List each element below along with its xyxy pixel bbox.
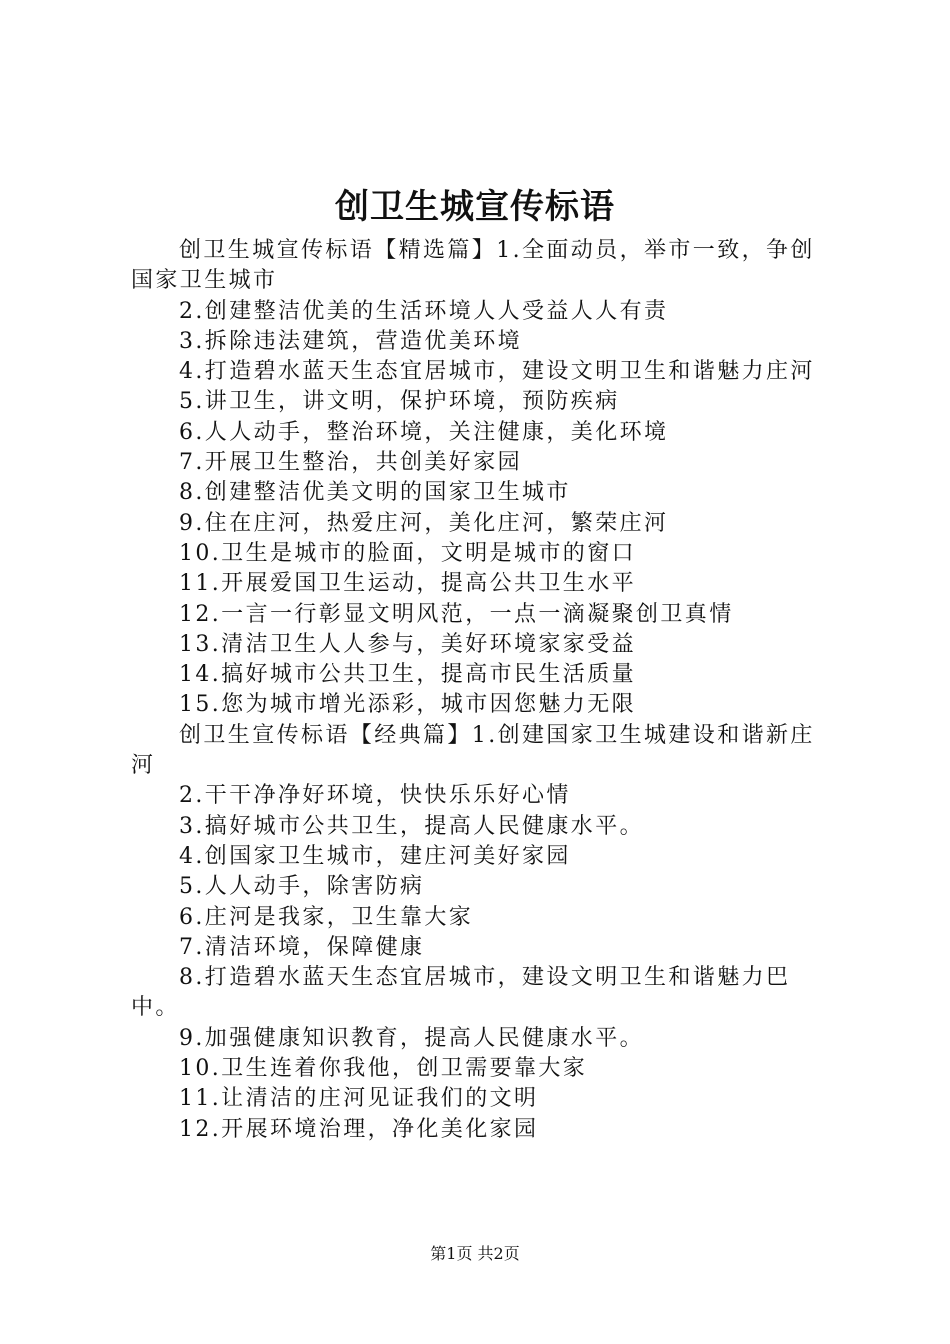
paragraph: 8.创建整洁优美文明的国家卫生城市 bbox=[179, 480, 571, 506]
paragraph: 11.让清洁的庄河见证我们的文明 bbox=[179, 1086, 539, 1112]
paragraph: 4.打造碧水蓝天生态宜居城市，建设文明卫生和谐魅力庄河 bbox=[179, 359, 815, 385]
paragraph: 9.加强健康知识教育，提高人民健康水平。 bbox=[179, 1025, 644, 1051]
paragraph: 创卫生宣传标语【经典篇】1.创建国家卫生城建设和谐新庄河 bbox=[131, 722, 815, 779]
paragraph: 9.住在庄河，热爱庄河，美化庄河，繁荣庄河 bbox=[179, 510, 669, 536]
paragraph: 10.卫生连着你我他，创卫需要靠大家 bbox=[179, 1056, 588, 1082]
paragraph: 3.拆除违法建筑，营造优美环境 bbox=[179, 328, 522, 354]
paragraph: 4.创国家卫生城市，建庄河美好家园 bbox=[179, 843, 571, 869]
paragraph: 7.开展卫生整治，共创美好家园 bbox=[179, 450, 522, 476]
paragraph: 13.清洁卫生人人参与，美好环境家家受益 bbox=[179, 631, 636, 657]
paragraph: 5.人人动手，除害防病 bbox=[179, 874, 425, 900]
paragraph: 5.讲卫生，讲文明，保护环境，预防疾病 bbox=[179, 389, 620, 415]
page-footer: 第1页 共2页 bbox=[430, 1244, 520, 1263]
document-title: 创卫生城宣传标语 bbox=[335, 187, 615, 227]
paragraph: 12.一言一行彰显文明风范，一点一滴凝聚创卫真情 bbox=[179, 601, 734, 627]
paragraph: 12.开展环境治理，净化美化家园 bbox=[179, 1116, 539, 1142]
paragraph: 10.卫生是城市的脸面，文明是城市的窗口 bbox=[179, 540, 636, 566]
paragraph: 2.创建整洁优美的生活环境人人受益人人有责 bbox=[179, 298, 669, 324]
paragraph: 14.搞好城市公共卫生，提高市民生活质量 bbox=[179, 662, 636, 688]
document-body bbox=[131, 236, 831, 1145]
paragraph: 7.清洁环境，保障健康 bbox=[179, 934, 425, 960]
paragraph: 6.人人动手，整治环境，关注健康，美化环境 bbox=[179, 419, 669, 445]
paragraph: 8.打造碧水蓝天生态宜居城市，建设文明卫生和谐魅力巴中。 bbox=[131, 965, 791, 1021]
paragraph: 6.庄河是我家，卫生靠大家 bbox=[179, 904, 474, 930]
paragraph: 11.开展爱国卫生运动，提高公共卫生水平 bbox=[179, 571, 636, 597]
paragraph: 创卫生城宣传标语【精选篇】1.全面动员，举市一致，争创国家卫生城市 bbox=[131, 238, 815, 294]
paragraph: 15.您为城市增光添彩，城市因您魅力无限 bbox=[179, 692, 636, 718]
paragraph: 2.干干净净好环境，快快乐乐好心情 bbox=[179, 783, 571, 809]
paragraph: 3.搞好城市公共卫生，提高人民健康水平。 bbox=[179, 813, 644, 839]
